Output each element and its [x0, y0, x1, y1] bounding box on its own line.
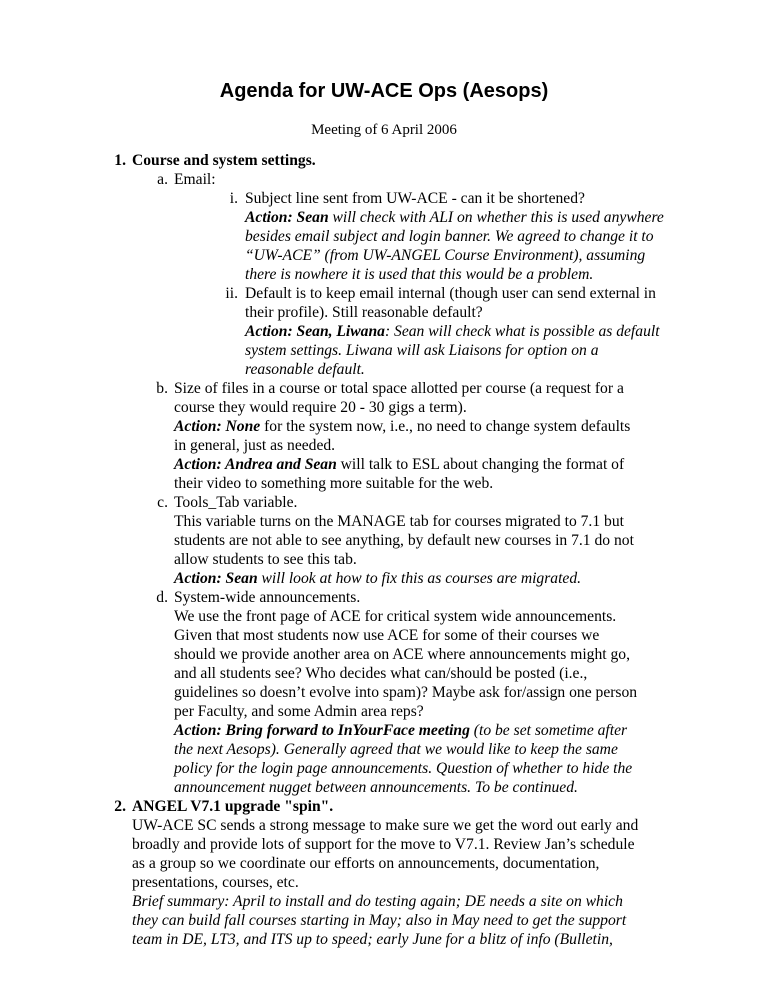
action-line	[0, 322, 768, 341]
item-letter: a.	[157, 171, 168, 188]
action-label: Action: Sean	[245, 209, 329, 226]
item-text: course they would require 20 - 30 gigs a term).	[174, 399, 467, 416]
action-line	[0, 360, 768, 379]
action-text: the next Aesops). Generally agreed that we would like to keep the same	[174, 741, 618, 758]
section-text-line	[0, 854, 768, 873]
action-line	[0, 474, 768, 493]
subitem-text: Default is to keep email internal (though user can send external in	[245, 285, 656, 302]
summary-line	[0, 930, 768, 949]
section-text-line	[0, 873, 768, 892]
action-label: Action: Sean, Liwana	[245, 323, 385, 340]
item-text-line	[0, 550, 768, 569]
section-2-heading-row	[0, 797, 768, 816]
action-text: (to be set sometime after	[469, 722, 628, 739]
summary-text: Brief summary: April to install and do testing again; DE needs a site on which	[132, 893, 623, 910]
action-line	[0, 436, 768, 455]
subitem-numeral: i.	[229, 190, 238, 207]
subitem-text: their profile). Still reasonable default?	[245, 304, 483, 321]
item-text-line	[0, 664, 768, 683]
action-line	[0, 740, 768, 759]
subitem-ii-row	[0, 284, 768, 303]
section-number: 1.	[114, 152, 126, 169]
action-line	[0, 455, 768, 474]
item-letter: b.	[156, 380, 168, 397]
item-text: should we provide another area on ACE where announcements might go,	[174, 646, 630, 663]
item-text: Given that most students now use ACE for some of their courses we	[174, 627, 600, 644]
action-label: Action: Sean	[174, 570, 258, 587]
item-text: We use the front page of ACE for critical system wide announcements.	[174, 608, 617, 625]
subitem-text: Subject line sent from UW-ACE - can it be shortened?	[245, 190, 585, 207]
subitem-numeral: ii.	[225, 285, 238, 302]
action-text: reasonable default.	[245, 361, 365, 378]
action-label: Action: Andrea and Sean	[174, 456, 337, 473]
action-text: for the system now, i.e., no need to change system defaults	[260, 418, 631, 435]
section-text: broadly and provide lots of support for the move to V7.1. Review Jan’s schedule	[132, 836, 635, 853]
action-line	[0, 341, 768, 360]
action-text: announcement nugget between announcements. To be continued.	[174, 779, 578, 796]
summary-text: team in DE, LT3, and ITS up to speed; early June for a blitz of info (Bulletin,	[132, 931, 613, 948]
item-text: and all students see? Who decides what can/should be posted (i.e.,	[174, 665, 588, 682]
section-number: 2.	[114, 798, 126, 815]
summary-line	[0, 911, 768, 930]
action-line	[0, 721, 768, 740]
item-text-line	[0, 702, 768, 721]
item-text-line	[0, 683, 768, 702]
section-text-line	[0, 816, 768, 835]
action-text: will check with ALI on whether this is used anywhere	[328, 209, 664, 226]
item-text-line	[0, 626, 768, 645]
action-line	[0, 227, 768, 246]
item-text: Size of files in a course or total space allotted per course (a request for a	[174, 380, 624, 397]
section-text: UW-ACE SC sends a strong message to make sure we get the word out early and	[132, 817, 639, 834]
item-text-line	[0, 398, 768, 417]
action-text: policy for the login page announcements. Question of whether to hide the	[174, 760, 633, 777]
agenda-body	[0, 151, 768, 949]
action-text: system settings. Liwana will ask Liaisons for option on a	[245, 342, 599, 359]
action-text: there is nowhere it is used that this would be a problem.	[245, 266, 594, 283]
action-label: Action: None	[174, 418, 261, 435]
action-line	[0, 759, 768, 778]
item-text: students are not able to see anything, by default new courses in 7.1 do not	[174, 532, 634, 549]
action-text: will talk to ESL about changing the format of	[336, 456, 625, 473]
action-text: besides email subject and login banner. We agreed to change it to	[245, 228, 654, 245]
page-subtitle: Meeting of 6 April 2006	[311, 122, 457, 138]
item-label: System-wide announcements.	[174, 589, 361, 606]
item-a-row	[0, 170, 768, 189]
item-d-row	[0, 588, 768, 607]
section-text-line	[0, 835, 768, 854]
item-label: Tools_Tab variable.	[174, 494, 298, 511]
section-text: presentations, courses, etc.	[132, 874, 299, 891]
action-text: “UW-ACE” (from UW-ANGEL Course Environment), assuming	[245, 247, 646, 264]
item-label: Email:	[174, 171, 216, 188]
summary-text: they can build fall courses starting in May; also in May need to get the support	[132, 912, 627, 929]
item-c-row	[0, 493, 768, 512]
item-text-line	[0, 645, 768, 664]
action-line	[0, 265, 768, 284]
section-1-heading-row	[0, 151, 768, 170]
item-text: This variable turns on the MANAGE tab for courses migrated to 7.1 but	[174, 513, 624, 530]
action-line	[0, 417, 768, 436]
action-text: will look at how to fix this as courses are migrated.	[257, 570, 582, 587]
item-text-line	[0, 607, 768, 626]
action-text: in general, just as needed.	[174, 437, 336, 454]
action-text: their video to something more suitable for the web.	[174, 475, 494, 492]
item-text-line	[0, 512, 768, 531]
item-b-row	[0, 379, 768, 398]
action-line	[0, 569, 768, 588]
item-text: per Faculty, and some Admin area reps?	[174, 703, 424, 720]
section-heading: Course and system settings.	[132, 152, 316, 169]
action-line	[0, 246, 768, 265]
item-letter: d.	[156, 589, 168, 606]
section-text: as a group so we coordinate our efforts on announcements, documentation,	[132, 855, 600, 872]
action-line	[0, 778, 768, 797]
page-title: Agenda for UW-ACE Ops (Aesops)	[219, 80, 549, 102]
action-line	[0, 208, 768, 227]
action-text: : Sean will check what is possible as default	[384, 323, 660, 340]
summary-line	[0, 892, 768, 911]
item-letter: c.	[157, 494, 168, 511]
item-text: guidelines so doesn’t evolve into spam)? Maybe ask for/assign one person	[174, 684, 638, 701]
subitem-i-row	[0, 189, 768, 208]
section-heading: ANGEL V7.1 upgrade "spin".	[132, 798, 334, 815]
item-text: allow students to see this tab.	[174, 551, 357, 568]
item-text-line	[0, 531, 768, 550]
subitem-text-line	[0, 303, 768, 322]
action-label: Action: Bring forward to InYourFace meeting	[174, 722, 470, 739]
